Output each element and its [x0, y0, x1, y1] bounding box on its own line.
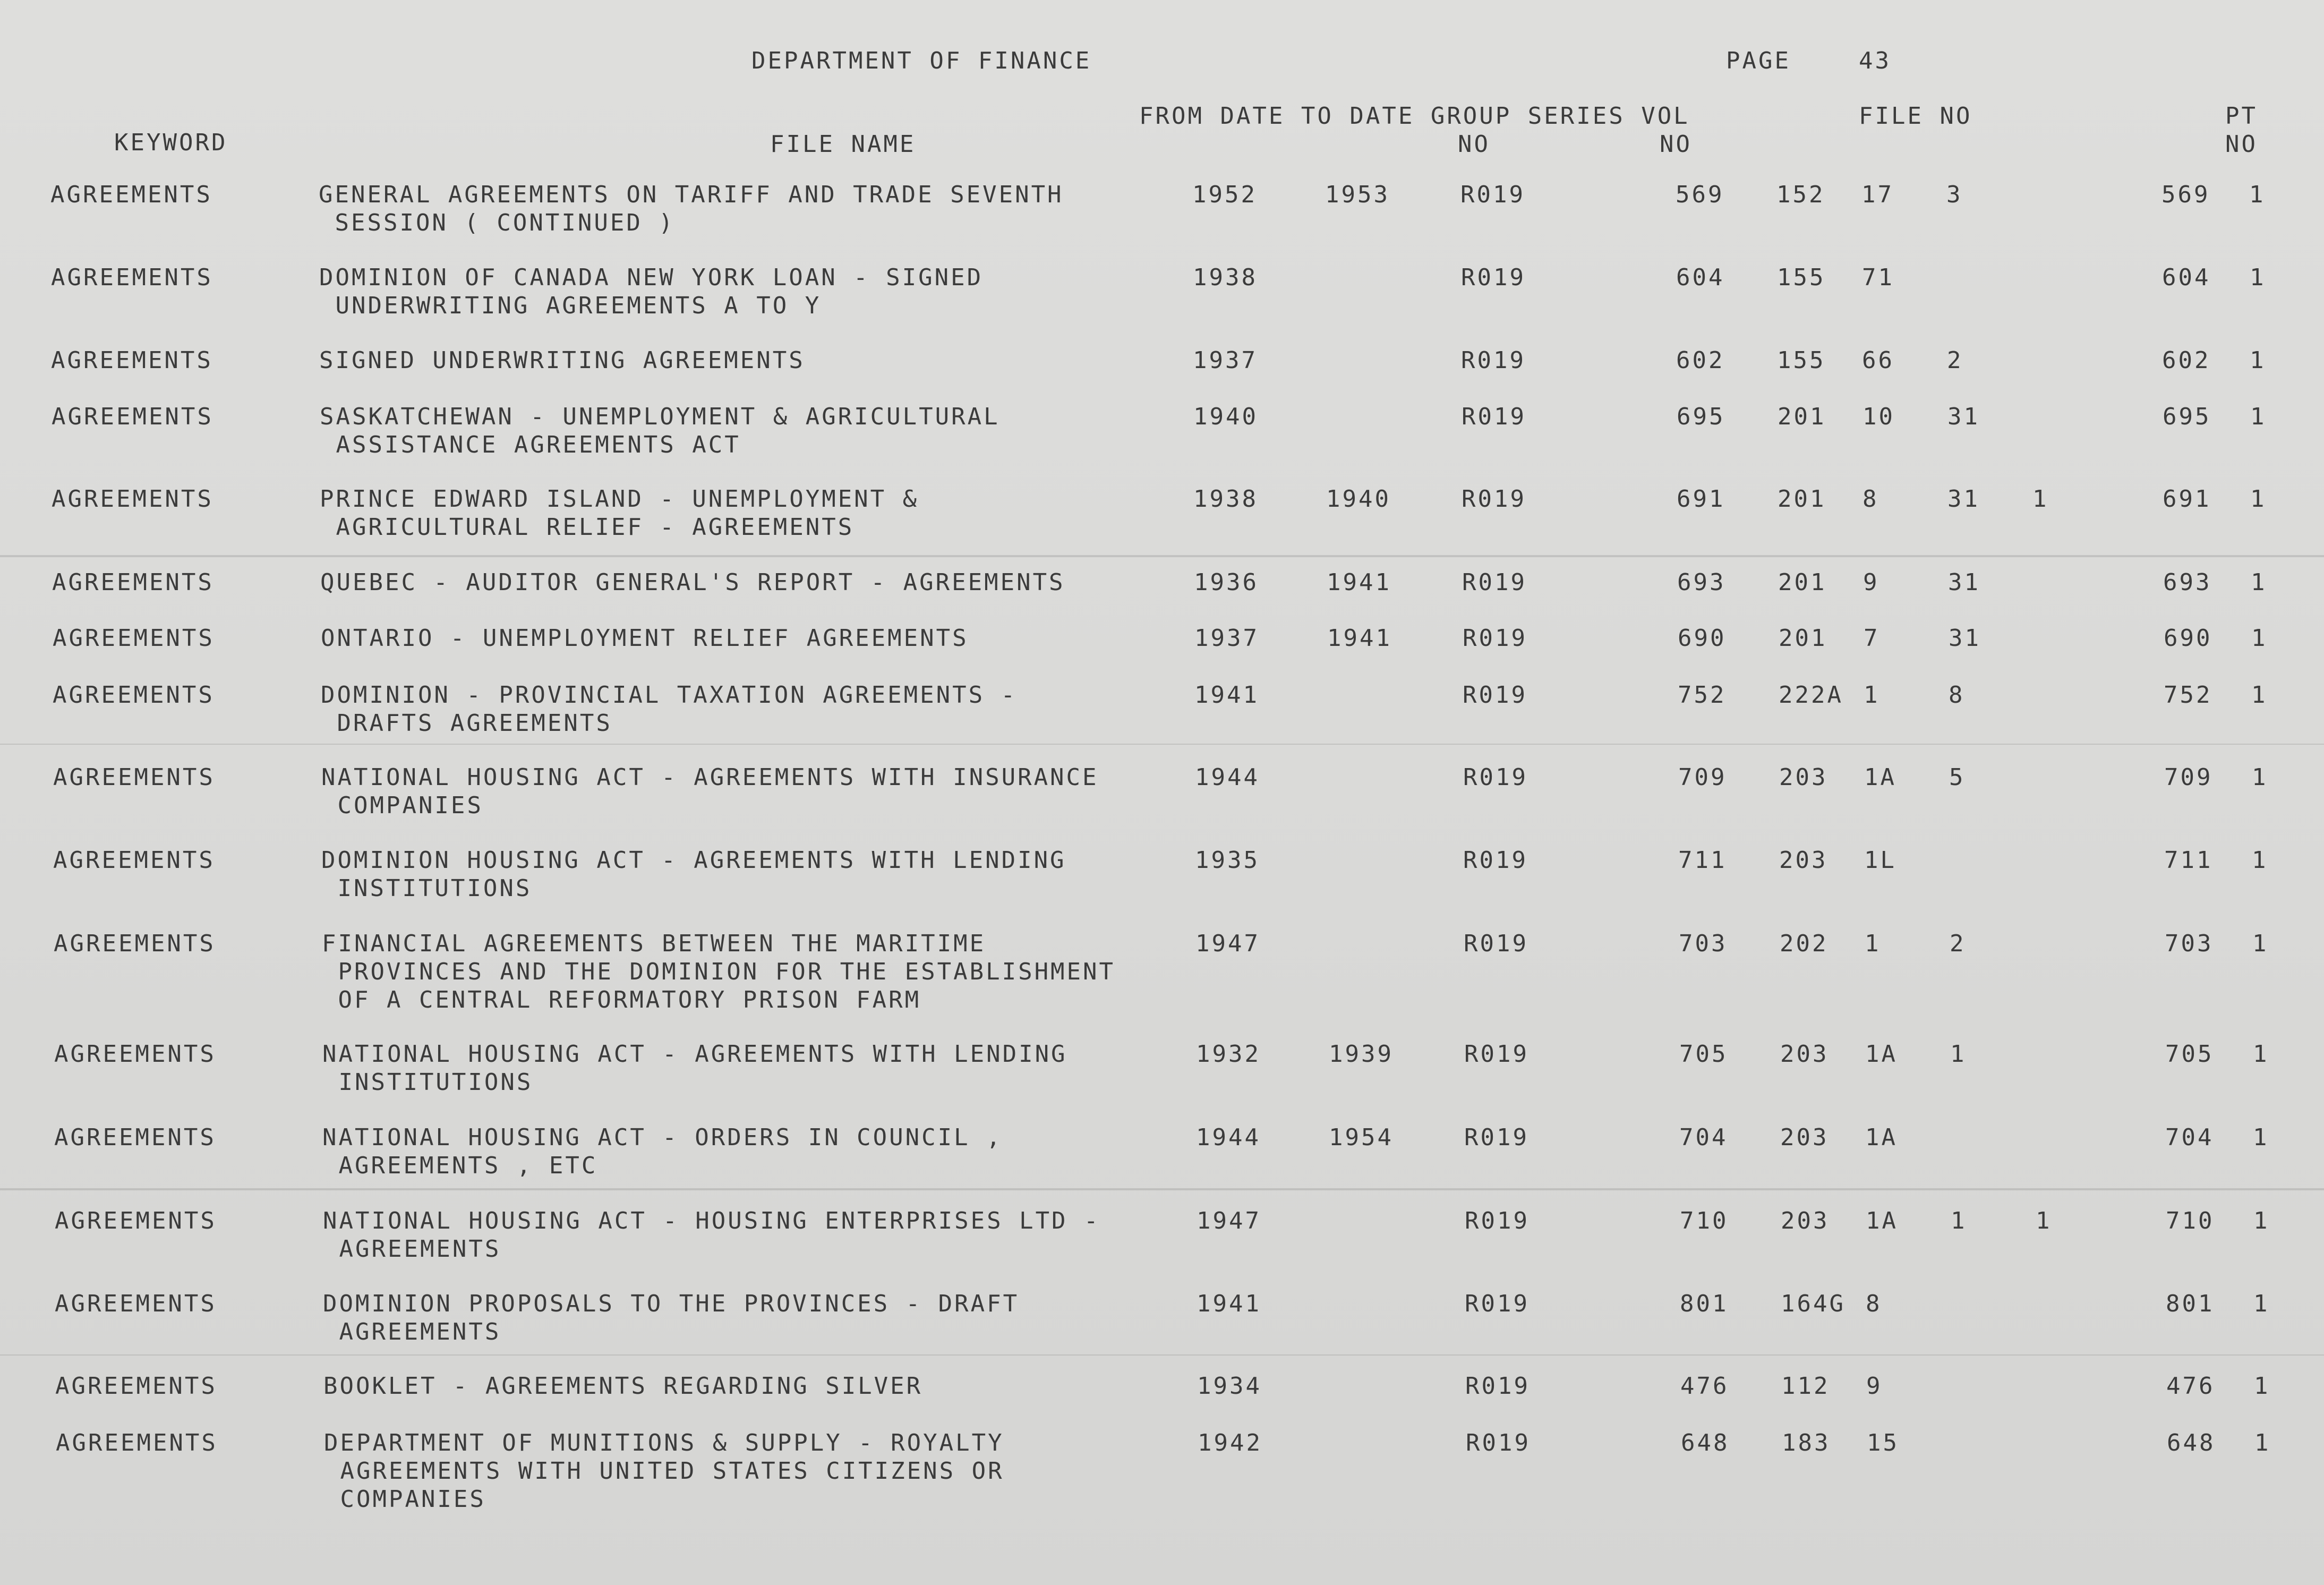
- vol-cell: 602: [1676, 347, 1725, 374]
- group-cell: R019: [1461, 264, 1526, 291]
- from-cell: 1937: [1193, 347, 1258, 374]
- f2-cell: 1A: [1866, 1207, 1898, 1234]
- f1-cell: 201: [1779, 625, 1827, 652]
- f4-cell: 1: [2036, 1207, 2052, 1234]
- group-cell: R019: [1462, 569, 1527, 596]
- group-cell: R019: [1462, 485, 1526, 513]
- file-name-line: QUEBEC - AUDITOR GENERAL'S REPORT - AGREEMENTS: [320, 569, 1065, 596]
- file-name-line: INSTITUTIONS: [322, 1069, 533, 1096]
- column-header-pt-no: NO: [2225, 131, 2258, 158]
- from-cell: 1944: [1196, 1124, 1261, 1151]
- from-cell: 1937: [1194, 625, 1259, 652]
- from-cell: 1938: [1193, 264, 1258, 291]
- group-cell: R019: [1462, 403, 1526, 430]
- file-name-line: AGRICULTURAL RELIEF - AGREEMENTS: [320, 514, 855, 541]
- to-cell: 1954: [1329, 1124, 1394, 1151]
- ref-cell: 801: [2166, 1290, 2215, 1317]
- file-name-line: SASKATCHEWAN - UNEMPLOYMENT & AGRICULTURAL: [320, 403, 1000, 430]
- scan-streak: [0, 1188, 2324, 1190]
- f3-cell: 31: [1947, 403, 1980, 430]
- f2-cell: 10: [1862, 403, 1895, 430]
- from-cell: 1942: [1198, 1429, 1262, 1456]
- keyword-cell: AGREEMENTS: [52, 569, 214, 596]
- scan-streak: [0, 555, 2324, 557]
- ref-cell: 691: [2163, 485, 2211, 513]
- keyword-cell: AGREEMENTS: [52, 485, 213, 513]
- file-name-line: DOMINION - PROVINCIAL TAXATION AGREEMENTS -: [321, 681, 1018, 709]
- file-name-line: COMPANIES: [321, 792, 483, 819]
- pt-cell: 1: [2250, 485, 2267, 513]
- keyword-cell: AGREEMENTS: [56, 1429, 218, 1456]
- from-cell: 1952: [1192, 181, 1257, 208]
- pt-cell: 1: [2251, 569, 2267, 596]
- file-name-line: DOMINION PROPOSALS TO THE PROVINCES - DRAFT: [323, 1290, 1020, 1317]
- ref-cell: 711: [2164, 847, 2213, 874]
- file-name-line: PROVINCES AND THE DOMINION FOR THE ESTABLISHMENT: [322, 958, 1116, 985]
- keyword-cell: AGREEMENTS: [55, 1290, 217, 1317]
- vol-cell: 476: [1680, 1373, 1729, 1400]
- from-cell: 1938: [1193, 485, 1258, 513]
- f1-cell: 183: [1782, 1429, 1831, 1456]
- keyword-cell: AGREEMENTS: [51, 347, 213, 374]
- f2-cell: 9: [1866, 1373, 1883, 1400]
- vol-cell: 604: [1676, 264, 1725, 291]
- f1-cell: 112: [1781, 1373, 1830, 1400]
- pt-cell: 1: [2250, 347, 2266, 374]
- f1-cell: 201: [1778, 403, 1826, 430]
- file-name-line: NATIONAL HOUSING ACT - HOUSING ENTERPRISES LTD -: [323, 1207, 1100, 1234]
- file-name-line: INSTITUTIONS: [321, 875, 532, 902]
- vol-cell: 695: [1677, 403, 1725, 430]
- vol-cell: 648: [1681, 1429, 1730, 1456]
- column-header-pt: PT: [2225, 103, 2258, 130]
- f4-cell: 1: [2032, 485, 2049, 513]
- file-name-line: AGREEMENTS: [323, 1235, 501, 1263]
- file-name-line: BOOKLET - AGREEMENTS REGARDING SILVER: [323, 1373, 923, 1400]
- ref-cell: 602: [2162, 347, 2211, 374]
- vol-cell: 711: [1678, 847, 1727, 874]
- ref-cell: 476: [2166, 1373, 2215, 1400]
- from-cell: 1947: [1195, 930, 1260, 957]
- f1-cell: 203: [1780, 1041, 1829, 1068]
- ref-cell: 604: [2162, 264, 2211, 291]
- file-name-line: FINANCIAL AGREEMENTS BETWEEN THE MARITIME: [322, 930, 986, 957]
- group-cell: R019: [1461, 347, 1526, 374]
- pt-cell: 1: [2251, 681, 2268, 709]
- f2-cell: 7: [1864, 625, 1880, 652]
- f2-cell: 1: [1865, 930, 1881, 957]
- pt-cell: 1: [2249, 181, 2266, 208]
- vol-cell: 703: [1679, 930, 1728, 957]
- pt-cell: 1: [2254, 1373, 2270, 1400]
- file-name-line: SIGNED UNDERWRITING AGREEMENTS: [319, 347, 805, 374]
- scan-streak: [0, 744, 2324, 745]
- group-cell: R019: [1466, 1429, 1531, 1456]
- from-cell: 1941: [1197, 1290, 1261, 1317]
- pt-cell: 1: [2250, 264, 2266, 291]
- f2-cell: 17: [1861, 181, 1894, 208]
- group-cell: R019: [1463, 625, 1527, 652]
- document-title: DEPARTMENT OF FINANCE: [751, 47, 1092, 74]
- to-cell: 1953: [1325, 181, 1390, 208]
- keyword-cell: AGREEMENTS: [55, 1207, 217, 1234]
- f3-cell: 1: [1950, 1041, 1967, 1068]
- from-cell: 1940: [1193, 403, 1258, 430]
- keyword-cell: AGREEMENTS: [50, 181, 212, 208]
- file-name-line: DEPARTMENT OF MUNITIONS & SUPPLY - ROYALTY: [324, 1429, 1004, 1456]
- from-cell: 1947: [1197, 1207, 1261, 1234]
- keyword-cell: AGREEMENTS: [54, 930, 216, 957]
- column-header-dates-group-series-vol: FROM DATE TO DATE GROUP SERIES VOL: [1139, 103, 1690, 130]
- from-cell: 1944: [1195, 764, 1260, 791]
- group-cell: R019: [1460, 181, 1525, 208]
- group-cell: R019: [1465, 1207, 1530, 1234]
- f1-cell: 152: [1776, 181, 1825, 208]
- ref-cell: 693: [2163, 569, 2212, 596]
- group-cell: R019: [1465, 1290, 1530, 1317]
- to-cell: 1941: [1327, 625, 1392, 652]
- keyword-cell: AGREEMENTS: [52, 403, 213, 430]
- file-name-line: ASSISTANCE AGREEMENTS ACT: [320, 431, 741, 458]
- keyword-cell: AGREEMENTS: [53, 625, 215, 652]
- keyword-cell: AGREEMENTS: [54, 1124, 216, 1151]
- vol-cell: 705: [1679, 1041, 1728, 1068]
- f1-cell: 202: [1780, 930, 1829, 957]
- file-name-line: DOMINION OF CANADA NEW YORK LOAN - SIGNED: [319, 264, 984, 291]
- pt-cell: 1: [2253, 1041, 2269, 1068]
- ref-cell: 705: [2165, 1041, 2214, 1068]
- column-header-file-name: FILE NAME: [770, 131, 916, 158]
- ref-cell: 569: [2161, 181, 2210, 208]
- ref-cell: 752: [2164, 681, 2212, 709]
- f1-cell: 201: [1778, 485, 1826, 513]
- from-cell: 1935: [1195, 847, 1260, 874]
- file-name-line: NATIONAL HOUSING ACT - AGREEMENTS WITH LENDING: [322, 1041, 1067, 1068]
- file-name-line: AGREEMENTS: [323, 1318, 501, 1345]
- scan-streak: [0, 1354, 2324, 1356]
- ref-cell: 709: [2164, 764, 2213, 791]
- f1-cell: 164G: [1781, 1290, 1845, 1317]
- f2-cell: 8: [1866, 1290, 1882, 1317]
- f2-cell: 1A: [1865, 1124, 1898, 1151]
- group-cell: R019: [1464, 1041, 1529, 1068]
- group-cell: R019: [1464, 930, 1528, 957]
- ref-cell: 704: [2165, 1124, 2214, 1151]
- ref-cell: 695: [2163, 403, 2211, 430]
- page-label: PAGE: [1726, 47, 1791, 74]
- pt-cell: 1: [2253, 1290, 2270, 1317]
- pt-cell: 1: [2253, 1207, 2270, 1234]
- f1-cell: 203: [1780, 1124, 1829, 1151]
- f1-cell: 203: [1779, 764, 1828, 791]
- pt-cell: 1: [2251, 625, 2268, 652]
- group-cell: R019: [1463, 681, 1527, 709]
- file-name-line: COMPANIES: [324, 1486, 486, 1513]
- f2-cell: 71: [1862, 264, 1894, 291]
- vol-cell: 801: [1680, 1290, 1729, 1317]
- f3-cell: 5: [1949, 764, 1966, 791]
- file-name-line: AGREEMENTS , ETC: [322, 1152, 598, 1179]
- file-name-line: ONTARIO - UNEMPLOYMENT RELIEF AGREEMENTS: [321, 625, 969, 652]
- keyword-cell: AGREEMENTS: [53, 847, 215, 874]
- f1-cell: 203: [1781, 1207, 1830, 1234]
- group-cell: R019: [1463, 764, 1528, 791]
- keyword-cell: AGREEMENTS: [54, 1041, 216, 1068]
- column-header-vol-no: NO: [1660, 131, 1692, 158]
- keyword-cell: AGREEMENTS: [55, 1373, 217, 1400]
- f3-cell: 2: [1950, 930, 1966, 957]
- to-cell: 1941: [1327, 569, 1391, 596]
- f1-cell: 155: [1777, 347, 1826, 374]
- f1-cell: 222A: [1779, 681, 1843, 709]
- f3-cell: 8: [1949, 681, 1965, 709]
- group-cell: R019: [1465, 1373, 1530, 1400]
- file-name-line: NATIONAL HOUSING ACT - ORDERS IN COUNCIL ,: [322, 1124, 1003, 1151]
- ref-cell: 703: [2165, 930, 2214, 957]
- f3-cell: 31: [1949, 625, 1981, 652]
- ref-cell: 648: [2167, 1429, 2216, 1456]
- group-cell: R019: [1463, 847, 1528, 874]
- keyword-cell: AGREEMENTS: [53, 764, 215, 791]
- file-name-line: DOMINION HOUSING ACT - AGREEMENTS WITH LENDING: [321, 847, 1066, 874]
- ref-cell: 690: [2164, 625, 2212, 652]
- f2-cell: 15: [1867, 1429, 1899, 1456]
- f1-cell: 201: [1778, 569, 1827, 596]
- keyword-cell: AGREEMENTS: [53, 681, 215, 709]
- file-name-line: SESSION ( CONTINUED ): [319, 209, 675, 236]
- pt-cell: 1: [2252, 764, 2268, 791]
- f1-cell: 155: [1777, 264, 1826, 291]
- pt-cell: 1: [2253, 1124, 2269, 1151]
- from-cell: 1934: [1197, 1373, 1262, 1400]
- vol-cell: 690: [1678, 625, 1727, 652]
- f2-cell: 1L: [1864, 847, 1896, 874]
- f2-cell: 8: [1862, 485, 1879, 513]
- f2-cell: 1A: [1865, 1041, 1898, 1068]
- vol-cell: 693: [1677, 569, 1726, 596]
- f2-cell: 9: [1863, 569, 1879, 596]
- ref-cell: 710: [2166, 1207, 2215, 1234]
- to-cell: 1940: [1326, 485, 1391, 513]
- vol-cell: 704: [1679, 1124, 1728, 1151]
- file-name-line: UNDERWRITING AGREEMENTS A TO Y: [319, 292, 822, 319]
- to-cell: 1939: [1329, 1041, 1394, 1068]
- file-name-line: DRAFTS AGREEMENTS: [321, 710, 612, 737]
- pt-cell: 1: [2252, 930, 2269, 957]
- file-name-line: GENERAL AGREEMENTS ON TARIFF AND TRADE SEVENTH: [319, 181, 1064, 208]
- file-name-line: AGREEMENTS WITH UNITED STATES CITIZENS OR: [324, 1458, 1004, 1485]
- from-cell: 1941: [1194, 681, 1259, 709]
- f2-cell: 66: [1862, 347, 1894, 374]
- keyword-cell: AGREEMENTS: [51, 264, 213, 291]
- from-cell: 1932: [1196, 1041, 1261, 1068]
- f3-cell: 3: [1946, 181, 1963, 208]
- f3-cell: 2: [1947, 347, 1963, 374]
- column-header-file-no: FILE NO: [1859, 103, 1972, 130]
- vol-cell: 710: [1680, 1207, 1729, 1234]
- vol-cell: 691: [1677, 485, 1725, 513]
- vol-cell: 569: [1676, 181, 1724, 208]
- vol-cell: 752: [1678, 681, 1727, 709]
- group-cell: R019: [1464, 1124, 1529, 1151]
- column-header-keyword: KEYWORD: [114, 129, 228, 156]
- f2-cell: 1: [1864, 681, 1880, 709]
- f3-cell: 31: [1947, 485, 1980, 513]
- f3-cell: 1: [1951, 1207, 1967, 1234]
- file-name-line: OF A CENTRAL REFORMATORY PRISON FARM: [322, 986, 921, 1013]
- f2-cell: 1A: [1864, 764, 1896, 791]
- from-cell: 1936: [1194, 569, 1259, 596]
- pt-cell: 1: [2252, 847, 2268, 874]
- pt-cell: 1: [2250, 403, 2267, 430]
- page-number: 43: [1859, 47, 1891, 74]
- vol-cell: 709: [1678, 764, 1727, 791]
- f1-cell: 203: [1779, 847, 1828, 874]
- file-name-line: NATIONAL HOUSING ACT - AGREEMENTS WITH INSURANCE: [321, 764, 1099, 791]
- file-name-line: PRINCE EDWARD ISLAND - UNEMPLOYMENT &: [320, 485, 919, 513]
- pt-cell: 1: [2254, 1429, 2271, 1456]
- column-header-group-no: NO: [1458, 131, 1490, 158]
- f3-cell: 31: [1948, 569, 1980, 596]
